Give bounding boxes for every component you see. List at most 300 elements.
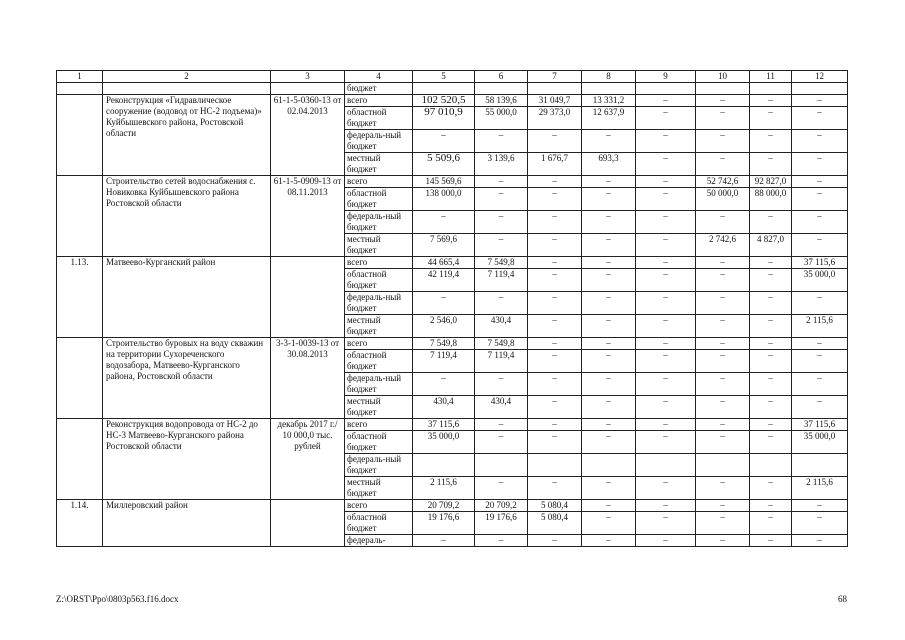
project-code xyxy=(271,338,345,359)
value-cell: – xyxy=(636,95,696,107)
budget-type: областной бюджет xyxy=(345,107,413,130)
value-cell: – xyxy=(750,373,792,396)
budget-type: областной бюджет xyxy=(345,350,413,373)
value-cell: – xyxy=(528,176,582,188)
value-cell: – xyxy=(582,176,636,188)
value-cell: – xyxy=(528,211,582,234)
value-cell xyxy=(475,83,528,95)
col-header: 5 xyxy=(413,71,475,83)
row-number xyxy=(57,153,103,176)
value-cell xyxy=(582,83,636,95)
col-header: 12 xyxy=(792,71,848,83)
value-cell: – xyxy=(792,350,848,373)
value-cell: – xyxy=(636,373,696,396)
budget-type: местный бюджет xyxy=(345,396,413,419)
value-cell: 55 000,0 xyxy=(475,107,528,130)
value-cell: – xyxy=(636,350,696,373)
budget-type: федераль-ный бюджет xyxy=(345,211,413,234)
value-cell: 2 742,6 xyxy=(696,234,750,257)
value-cell: – xyxy=(750,315,792,338)
value-cell: 20 709,2 xyxy=(413,500,475,512)
col-header: 1 xyxy=(57,71,103,83)
value-cell: – xyxy=(636,535,696,547)
col-header: 8 xyxy=(582,71,636,83)
row-number xyxy=(57,292,103,315)
budget-type: областной бюджет xyxy=(345,269,413,292)
col-header: 4 xyxy=(345,71,413,83)
value-cell: 37 115,6 xyxy=(792,419,848,431)
budget-type: местный бюджет xyxy=(345,477,413,500)
value-cell: – xyxy=(636,153,696,176)
value-cell: – xyxy=(528,188,582,211)
value-cell: – xyxy=(528,130,582,153)
value-cell: – xyxy=(696,373,750,396)
value-cell: 138 000,0 xyxy=(413,188,475,211)
value-cell: – xyxy=(413,211,475,234)
value-cell: – xyxy=(413,292,475,315)
budget-type: всего xyxy=(345,419,413,431)
project-code xyxy=(271,83,345,95)
object-name xyxy=(103,338,271,381)
value-cell: – xyxy=(696,257,750,269)
row-number xyxy=(57,535,103,547)
value-cell: – xyxy=(750,419,792,431)
value-cell: 31 049,7 xyxy=(528,95,582,107)
value-cell: – xyxy=(636,431,696,454)
value-cell: 92 827,0 xyxy=(750,176,792,188)
value-cell: 2 546,0 xyxy=(413,315,475,338)
table-row xyxy=(57,211,848,234)
row-number xyxy=(57,95,103,107)
object-name xyxy=(103,95,271,138)
value-cell: – xyxy=(582,188,636,211)
col-header: 2 xyxy=(103,71,271,83)
table-row xyxy=(57,257,848,269)
value-cell: – xyxy=(792,338,848,350)
value-cell: – xyxy=(528,338,582,350)
footer-file-path: Z:\ORST\Ppo\0803p563.f16.docx xyxy=(56,594,179,604)
row-number xyxy=(57,454,103,477)
value-cell: 7 119,4 xyxy=(413,350,475,373)
value-cell: 20 709,2 xyxy=(475,500,528,512)
object-name xyxy=(103,396,271,419)
budget-type: федераль- xyxy=(345,535,413,547)
table-row xyxy=(57,315,848,338)
row-number: 1.13. xyxy=(57,257,103,269)
value-cell: – xyxy=(636,107,696,130)
project-code xyxy=(271,373,345,396)
budget-type: федераль-ный бюджет xyxy=(345,373,413,396)
project-code-text: 61-1-5-0909-13 от 08.11.2013 xyxy=(273,176,342,197)
budget-type: областной бюджет xyxy=(345,431,413,454)
value-cell: – xyxy=(750,95,792,107)
value-cell: 145 569,6 xyxy=(413,176,475,188)
row-number xyxy=(57,107,103,130)
row-number xyxy=(57,373,103,396)
value-cell: – xyxy=(792,153,848,176)
value-cell: – xyxy=(582,396,636,419)
value-cell: – xyxy=(696,431,750,454)
value-cell: – xyxy=(750,153,792,176)
value-cell: – xyxy=(696,512,750,535)
value-cell: – xyxy=(528,535,582,547)
object-name xyxy=(103,454,271,477)
value-cell: – xyxy=(582,338,636,350)
value-cell: – xyxy=(582,257,636,269)
budget-type: федераль-ный бюджет xyxy=(345,292,413,315)
row-number xyxy=(57,176,103,188)
value-cell: – xyxy=(750,257,792,269)
object-name xyxy=(103,512,271,535)
value-cell: – xyxy=(636,477,696,500)
project-code xyxy=(271,257,345,269)
project-code xyxy=(271,500,345,512)
row-number xyxy=(57,269,103,292)
project-code xyxy=(271,535,345,547)
value-cell: – xyxy=(582,500,636,512)
value-cell: – xyxy=(475,535,528,547)
value-cell: – xyxy=(792,130,848,153)
col-header: 11 xyxy=(750,71,792,83)
col-header: 6 xyxy=(475,71,528,83)
value-cell: – xyxy=(696,338,750,350)
value-cell: – xyxy=(528,350,582,373)
value-cell: – xyxy=(750,292,792,315)
value-cell: 7 549,8 xyxy=(413,338,475,350)
value-cell: – xyxy=(696,477,750,500)
value-cell: – xyxy=(636,512,696,535)
row-number xyxy=(57,477,103,500)
table-row xyxy=(57,500,848,512)
value-cell: – xyxy=(582,350,636,373)
value-cell xyxy=(636,83,696,95)
value-cell: – xyxy=(475,373,528,396)
budget-type: областной бюджет xyxy=(345,188,413,211)
value-cell: – xyxy=(696,130,750,153)
value-cell: – xyxy=(528,315,582,338)
value-cell: – xyxy=(750,512,792,535)
project-code-text: 61-1-5-0360-13 от 02.04.2013 xyxy=(273,95,342,116)
budget-type: всего xyxy=(345,257,413,269)
row-number xyxy=(57,431,103,454)
value-cell: – xyxy=(750,396,792,419)
value-cell: – xyxy=(750,431,792,454)
project-code xyxy=(271,477,345,500)
value-cell: – xyxy=(582,419,636,431)
table-header-row xyxy=(57,71,848,83)
table-row xyxy=(57,176,848,188)
value-cell: – xyxy=(413,373,475,396)
value-cell: 13 331,2 xyxy=(582,95,636,107)
budget-type: всего xyxy=(345,500,413,512)
budget-type: федераль-ный бюджет xyxy=(345,130,413,153)
value-cell: – xyxy=(696,350,750,373)
object-name-text: Матвеево-Курганский район xyxy=(106,257,216,267)
value-cell: 7 569,6 xyxy=(413,234,475,257)
value-cell: – xyxy=(792,188,848,211)
value-cell: – xyxy=(636,419,696,431)
value-cell: – xyxy=(528,396,582,419)
value-cell: 42 119,4 xyxy=(413,269,475,292)
value-cell: 12 637,9 xyxy=(582,107,636,130)
value-cell: – xyxy=(475,431,528,454)
value-cell: 7 119,4 xyxy=(475,350,528,373)
value-cell: – xyxy=(582,269,636,292)
value-cell: – xyxy=(792,500,848,512)
object-name xyxy=(103,211,271,234)
budget-type: местный бюджет xyxy=(345,315,413,338)
value-cell: – xyxy=(528,269,582,292)
object-name xyxy=(103,535,271,547)
value-cell: – xyxy=(750,130,792,153)
value-cell: – xyxy=(750,338,792,350)
value-cell: – xyxy=(792,95,848,107)
object-name xyxy=(103,153,271,176)
value-cell: 102 520,5 xyxy=(413,95,475,107)
col-header: 3 xyxy=(271,71,345,83)
value-cell: – xyxy=(750,211,792,234)
value-cell: – xyxy=(636,188,696,211)
value-cell: – xyxy=(582,373,636,396)
row-number xyxy=(57,419,103,431)
object-name xyxy=(103,257,271,269)
project-code xyxy=(271,269,345,292)
value-cell: – xyxy=(696,419,750,431)
table-row xyxy=(57,396,848,419)
row-number xyxy=(57,83,103,95)
value-cell: – xyxy=(475,176,528,188)
table-row xyxy=(57,292,848,315)
value-cell: 37 115,6 xyxy=(413,419,475,431)
value-cell: – xyxy=(636,396,696,419)
value-cell: 2 115,6 xyxy=(413,477,475,500)
object-name-text: Реконструкция «Гидравлическое сооружение (водовод от НС-2 подъема)» Куйбышевского района, Ростовской области xyxy=(106,95,262,138)
value-cell: – xyxy=(792,292,848,315)
value-cell xyxy=(696,83,750,95)
value-cell: – xyxy=(792,373,848,396)
project-code-text: 3-3-1-0039-13 от 30.08.2013 xyxy=(275,338,340,359)
budget-type: всего xyxy=(345,95,413,107)
budget-table xyxy=(56,70,848,547)
value-cell xyxy=(792,454,848,477)
row-number xyxy=(57,315,103,338)
table-row xyxy=(57,83,848,95)
value-cell: 97 010,9 xyxy=(413,107,475,130)
value-cell: 693,3 xyxy=(582,153,636,176)
object-name xyxy=(103,176,271,208)
table-row xyxy=(57,95,848,107)
value-cell xyxy=(475,454,528,477)
value-cell: – xyxy=(750,477,792,500)
value-cell: – xyxy=(582,512,636,535)
table-row xyxy=(57,535,848,547)
value-cell: – xyxy=(792,234,848,257)
value-cell: – xyxy=(750,535,792,547)
project-code xyxy=(271,95,345,116)
value-cell: – xyxy=(636,500,696,512)
value-cell: – xyxy=(750,350,792,373)
col-header: 10 xyxy=(696,71,750,83)
value-cell: – xyxy=(528,373,582,396)
value-cell: – xyxy=(696,396,750,419)
value-cell: 7 119,4 xyxy=(475,269,528,292)
value-cell: – xyxy=(413,130,475,153)
budget-type: бюджет xyxy=(345,83,413,95)
value-cell: – xyxy=(636,176,696,188)
table-row xyxy=(57,234,848,257)
page-number: 68 xyxy=(838,594,847,604)
value-cell: – xyxy=(475,292,528,315)
value-cell: 44 665,4 xyxy=(413,257,475,269)
object-name-text: Строительство буровых на воду скважин на территории Сухореченского водозабора, Матвеево-Курганского района, Ростовской области xyxy=(106,338,264,381)
value-cell: – xyxy=(792,211,848,234)
value-cell: – xyxy=(528,257,582,269)
value-cell: – xyxy=(696,500,750,512)
object-name xyxy=(103,269,271,292)
value-cell: 430,4 xyxy=(475,396,528,419)
budget-type: всего xyxy=(345,176,413,188)
value-cell: – xyxy=(750,107,792,130)
row-number xyxy=(57,350,103,373)
project-code xyxy=(271,211,345,234)
value-cell: – xyxy=(475,234,528,257)
value-cell: 19 176,6 xyxy=(475,512,528,535)
object-name-text: Реконструкция водопровода от НС-2 до НС-3 Матвеево-Курганского района Ростовской области xyxy=(106,419,258,451)
table-row xyxy=(57,153,848,176)
value-cell: 52 742,6 xyxy=(696,176,750,188)
value-cell: – xyxy=(582,431,636,454)
value-cell: 50 000,0 xyxy=(696,188,750,211)
value-cell: – xyxy=(582,211,636,234)
value-cell: – xyxy=(528,431,582,454)
value-cell: – xyxy=(792,512,848,535)
row-number xyxy=(57,512,103,535)
budget-type: федераль-ный бюджет xyxy=(345,454,413,477)
value-cell: – xyxy=(528,234,582,257)
value-cell: – xyxy=(582,234,636,257)
object-name-text: Строительство сетей водоснабжения с. Новиковка Куйбышевского района Ростовской области xyxy=(106,176,256,208)
row-number xyxy=(57,211,103,234)
project-code xyxy=(271,153,345,176)
value-cell: 58 139,6 xyxy=(475,95,528,107)
value-cell: 430,4 xyxy=(475,315,528,338)
value-cell: 2 115,6 xyxy=(792,477,848,500)
value-cell: 35 000,0 xyxy=(413,431,475,454)
table-row xyxy=(57,338,848,350)
value-cell xyxy=(528,454,582,477)
value-cell: – xyxy=(750,500,792,512)
value-cell: – xyxy=(582,477,636,500)
value-cell: 35 000,0 xyxy=(792,269,848,292)
value-cell: 7 549,8 xyxy=(475,338,528,350)
project-code xyxy=(271,234,345,257)
table-row xyxy=(57,477,848,500)
value-cell: 19 176,6 xyxy=(413,512,475,535)
object-name xyxy=(103,83,271,95)
value-cell: – xyxy=(696,153,750,176)
value-cell: 430,4 xyxy=(413,396,475,419)
value-cell: – xyxy=(475,188,528,211)
value-cell: 35 000,0 xyxy=(792,431,848,454)
value-cell: – xyxy=(792,396,848,419)
value-cell: 4 827,0 xyxy=(750,234,792,257)
value-cell: – xyxy=(636,315,696,338)
value-cell: – xyxy=(792,176,848,188)
value-cell: 5 509,6 xyxy=(413,153,475,176)
col-header: 9 xyxy=(636,71,696,83)
value-cell: – xyxy=(636,269,696,292)
value-cell: 5 080,4 xyxy=(528,512,582,535)
budget-type: областной бюджет xyxy=(345,512,413,535)
project-code xyxy=(271,130,345,153)
value-cell: – xyxy=(636,292,696,315)
object-name xyxy=(103,477,271,500)
project-code xyxy=(271,419,345,451)
object-name xyxy=(103,292,271,315)
project-code xyxy=(271,396,345,419)
value-cell: – xyxy=(636,130,696,153)
value-cell: – xyxy=(750,269,792,292)
value-cell: – xyxy=(636,211,696,234)
value-cell: – xyxy=(582,292,636,315)
value-cell: – xyxy=(792,107,848,130)
table-row xyxy=(57,419,848,431)
value-cell: – xyxy=(528,419,582,431)
value-cell: – xyxy=(528,292,582,315)
value-cell: – xyxy=(696,535,750,547)
value-cell: – xyxy=(475,211,528,234)
value-cell: – xyxy=(475,419,528,431)
row-number xyxy=(57,130,103,153)
object-name xyxy=(103,419,271,451)
table-row xyxy=(57,454,848,477)
value-cell: – xyxy=(696,211,750,234)
value-cell: – xyxy=(582,315,636,338)
value-cell xyxy=(636,454,696,477)
project-code xyxy=(271,176,345,197)
object-name-text: Миллеровский район xyxy=(106,500,188,510)
value-cell xyxy=(582,454,636,477)
value-cell: 37 115,6 xyxy=(792,257,848,269)
value-cell: 29 373,0 xyxy=(528,107,582,130)
value-cell: 5 080,4 xyxy=(528,500,582,512)
budget-type: местный бюджет xyxy=(345,153,413,176)
value-cell xyxy=(750,454,792,477)
value-cell: – xyxy=(528,477,582,500)
row-number xyxy=(57,234,103,257)
value-cell: – xyxy=(582,535,636,547)
value-cell xyxy=(528,83,582,95)
value-cell xyxy=(792,83,848,95)
value-cell: – xyxy=(413,535,475,547)
value-cell: – xyxy=(636,338,696,350)
value-cell: – xyxy=(696,269,750,292)
project-code-text: декабрь 2017 г./ 10 000,0 тыс. рублей xyxy=(277,419,338,451)
value-cell: – xyxy=(696,95,750,107)
project-code xyxy=(271,454,345,477)
value-cell: – xyxy=(475,477,528,500)
value-cell xyxy=(696,454,750,477)
value-cell: 3 139,6 xyxy=(475,153,528,176)
value-cell: – xyxy=(636,234,696,257)
value-cell: – xyxy=(792,535,848,547)
value-cell: 88 000,0 xyxy=(750,188,792,211)
value-cell: – xyxy=(696,315,750,338)
value-cell: – xyxy=(582,130,636,153)
budget-type: всего xyxy=(345,338,413,350)
row-number xyxy=(57,188,103,211)
row-number: 1.14. xyxy=(57,500,103,512)
